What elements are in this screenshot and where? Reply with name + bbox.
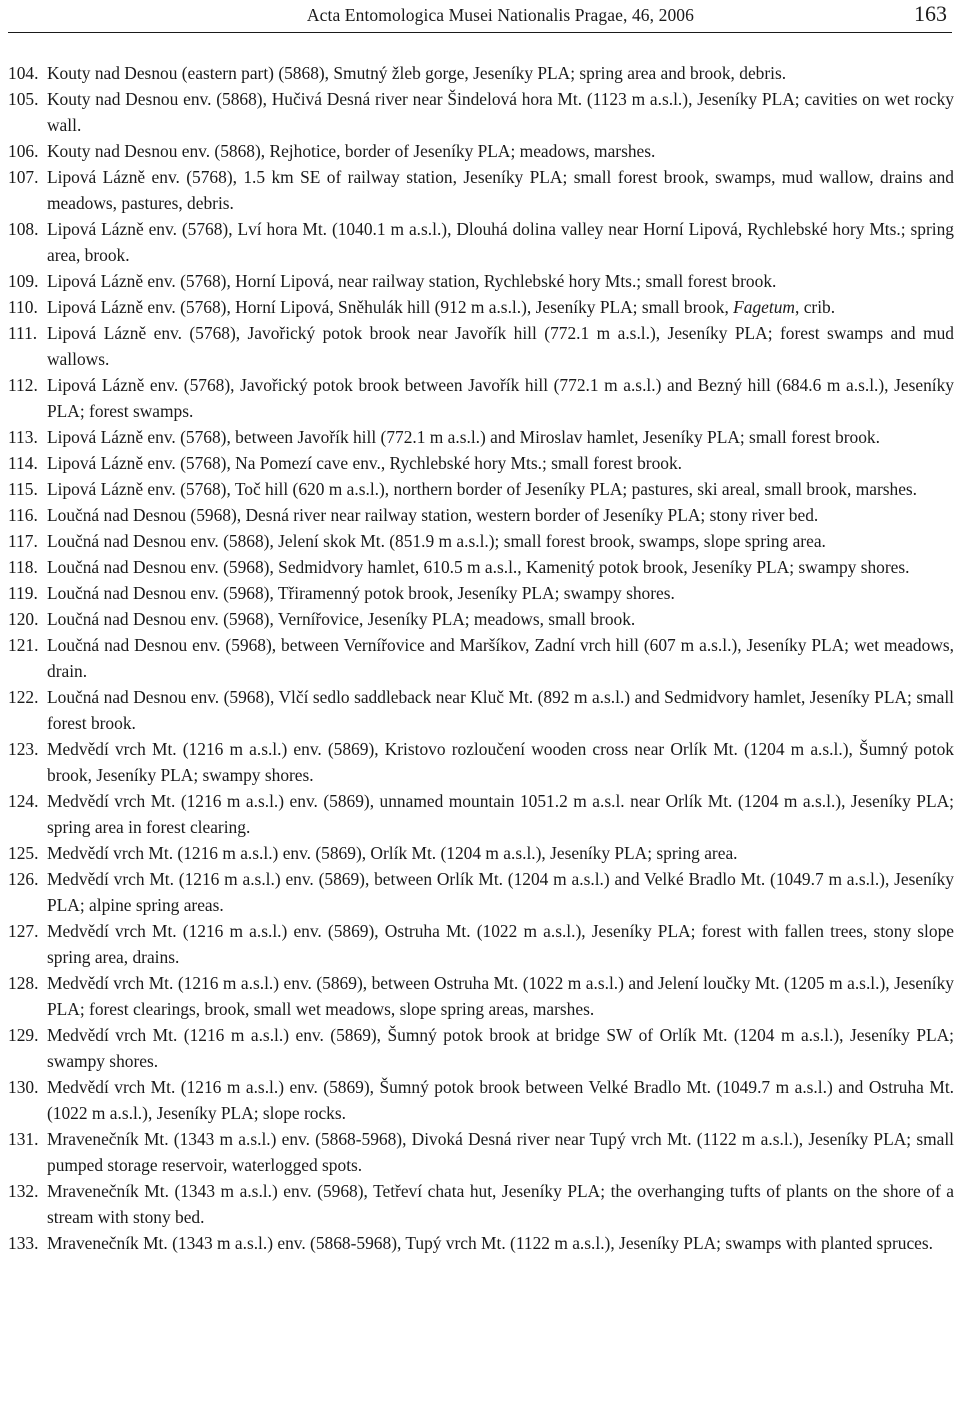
entry-text: Kouty nad Desnou (eastern part) (5868), Smutný žleb gorge, Jeseníky PLA; spring area and brook, debris. [47,63,787,83]
locality-entry [8,970,954,1022]
locality-entry [8,840,954,866]
entry-text-part: , crib. [795,297,836,317]
locality-entry [8,294,954,320]
entry-number: 124. [8,791,39,811]
locality-entry [8,1022,954,1074]
entry-number: 108. [8,219,39,239]
entry-text: Lipová Lázně env. (5768), Toč hill (620 m a.s.l.), northern border of Jeseníky PLA; pastures, ski areal, small brook, marshes. [47,479,918,499]
entry-text: Medvědí vrch Mt. (1216 m a.s.l.) env. (5869), Orlík Mt. (1204 m a.s.l.), Jeseníky PLA; spring area. [47,843,738,863]
locality-entry [8,320,954,372]
entry-number: 112. [8,375,38,395]
entry-text: Medvědí vrch Mt. (1216 m a.s.l.) env. (5869), between Orlík Mt. (1204 m a.s.l.) and Velké Bradlo Mt. (1049.7 m a.s.l.), Jeseníky PLA; alpine spring areas. [47,869,954,915]
entry-number: 109. [8,271,39,291]
entry-text: Loučná nad Desnou env. (5968), Sedmidvory hamlet, 610.5 m a.s.l., Kamenitý potok brook, Jeseníky PLA; swampy shores. [47,557,910,577]
entry-number: 121. [8,635,39,655]
entry-number: 129. [8,1025,39,1045]
locality-entry [8,268,954,294]
entry-text: Mravenečník Mt. (1343 m a.s.l.) env. (5868-5968), Tupý vrch Mt. (1122 m a.s.l.), Jeseníky PLA; swamps with planted spruces. [47,1233,934,1253]
entry-text: Lipová Lázně env. (5768), Na Pomezí cave env., Rychlebské hory Mts.; small forest brook. [47,453,683,473]
entry-text: Kouty nad Desnou env. (5868), Hučivá Desná river near Šindelová hora Mt. (1123 m a.s.l.), Jeseníky PLA; cavities on wet rocky wall. [47,89,954,135]
entry-text: Loučná nad Desnou (5968), Desná river near railway station, western border of Jeseníky PLA; stony river bed. [47,505,819,525]
entry-text: Medvědí vrch Mt. (1216 m a.s.l.) env. (5869), Šumný potok brook between Velké Bradlo Mt. (1049.7 m a.s.l.) and Ostruha Mt. (1022 m a.s.l.), Jeseníky PLA; slope rocks. [47,1077,954,1123]
locality-entry [8,580,954,606]
entry-number: 128. [8,973,39,993]
locality-entry [8,216,954,268]
entry-number: 113. [8,427,38,447]
entry-number: 132. [8,1181,39,1201]
locality-entry [8,684,954,736]
locality-entry [8,164,954,216]
entry-number: 114. [8,453,38,473]
locality-entry [8,866,954,918]
entry-text: Kouty nad Desnou env. (5868), Rejhotice, border of Jeseníky PLA; meadows, marshes. [47,141,656,161]
entry-number: 117. [8,531,38,551]
entry-number: 107. [8,167,39,187]
entry-text: Lipová Lázně env. (5768), between Javořík hill (772.1 m a.s.l.) and Miroslav hamlet, Jeseníky PLA; small forest brook. [47,427,880,447]
entry-number: 115. [8,479,38,499]
locality-entry [8,450,954,476]
entry-text [47,297,835,317]
entry-text: Medvědí vrch Mt. (1216 m a.s.l.) env. (5869), unnamed mountain 1051.2 m a.s.l. near Orlík Mt. (1204 m a.s.l.), Jeseníky PLA; spring area in forest clearing. [47,791,954,837]
locality-entry [8,528,954,554]
locality-entry [8,372,954,424]
entry-text: Mravenečník Mt. (1343 m a.s.l.) env. (5868-5968), Divoká Desná river near Tupý vrch Mt. (1122 m a.s.l.), Jeseníky PLA; small pumped storage reservoir, waterlogged spots. [47,1129,954,1175]
entry-number: 110. [8,297,38,317]
entry-number: 130. [8,1077,39,1097]
locality-entry [8,502,954,528]
entry-number: 118. [8,557,38,577]
entry-text: Lipová Lázně env. (5768), Horní Lipová, near railway station, Rychlebské hory Mts.; small forest brook. [47,271,777,291]
locality-entry [8,1074,954,1126]
entry-number: 133. [8,1233,39,1253]
entry-text: Medvědí vrch Mt. (1216 m a.s.l.) env. (5869), Ostruha Mt. (1022 m a.s.l.), Jeseníky PLA; forest with fallen trees, stony slope spring area, drains. [47,921,954,967]
entry-text: Medvědí vrch Mt. (1216 m a.s.l.) env. (5869), Šumný potok brook at bridge SW of Orlík Mt. (1204 m a.s.l.), Jeseníky PLA; swampy shores. [47,1025,954,1071]
locality-entry [8,1230,954,1256]
locality-entry [8,1178,954,1230]
entry-number: 131. [8,1129,39,1149]
entry-text: Medvědí vrch Mt. (1216 m a.s.l.) env. (5869), between Ostruha Mt. (1022 m a.s.l.) and Jelení loučky Mt. (1205 m a.s.l.), Jeseníky PLA; forest clearings, brook, small wet meadows, slope spring areas, marshes. [47,973,954,1019]
entry-text: Loučná nad Desnou env. (5968), Vernířovice, Jeseníky PLA; meadows, small brook. [47,609,636,629]
entry-number: 111. [8,323,38,343]
entry-number: 104. [8,63,39,83]
entry-text: Medvědí vrch Mt. (1216 m a.s.l.) env. (5869), Kristovo rozloučení wooden cross near Orlík Mt. (1204 m a.s.l.), Šumný potok brook, Jeseníky PLA; swampy shores. [47,739,954,785]
entry-text-italic: Fagetum [733,297,795,317]
locality-entry [8,60,954,86]
locality-entry [8,1126,954,1178]
entry-text: Loučná nad Desnou env. (5968), Vlčí sedlo saddleback near Kluč Mt. (892 m a.s.l.) and Sedmidvory hamlet, Jeseníky PLA; small forest brook. [47,687,954,733]
entry-text: Lipová Lázně env. (5768), Lví hora Mt. (1040.1 m a.s.l.), Dlouhá dolina valley near Horní Lipová, Rychlebské hory Mts.; spring area, brook. [47,219,954,265]
entry-text: Lipová Lázně env. (5768), Javořický potok brook between Javořík hill (772.1 m a.s.l.) and Bezný hill (684.6 m a.s.l.), Jeseníky PLA; forest swamps. [47,375,954,421]
locality-entry [8,632,954,684]
locality-entry [8,138,954,164]
entry-text: Loučná nad Desnou env. (5968), Třiramenný potok brook, Jeseníky PLA; swampy shores. [47,583,675,603]
entry-number: 106. [8,141,39,161]
entry-number: 105. [8,89,39,109]
page-number: 163 [914,1,947,26]
entry-number: 122. [8,687,39,707]
entry-number: 125. [8,843,39,863]
entry-text: Loučná nad Desnou env. (5868), Jelení skok Mt. (851.9 m a.s.l.); small forest brook, swamps, slope spring area. [47,531,826,551]
locality-entry [8,554,954,580]
locality-list [8,60,954,1256]
entry-number: 116. [8,505,38,525]
journal-citation: Acta Entomologica Musei Nationalis Pragae, 46, 2006 [306,5,694,25]
entry-text-part: Lipová Lázně env. (5768), Horní Lipová, Sněhulák hill (912 m a.s.l.), Jeseníky PLA; small brook, [47,297,734,317]
locality-entry [8,86,954,138]
entry-number: 126. [8,869,39,889]
entry-number: 119. [8,583,38,603]
entry-number: 120. [8,609,39,629]
entry-text: Mravenečník Mt. (1343 m a.s.l.) env. (5968), Tetřeví chata hut, Jeseníky PLA; the overhanging tufts of plants on the shore of a stream with stony bed. [47,1181,954,1227]
entry-number: 127. [8,921,39,941]
locality-entry [8,918,954,970]
locality-entry [8,736,954,788]
locality-entry [8,788,954,840]
entry-text: Loučná nad Desnou env. (5968), between Vernířovice and Maršíkov, Zadní vrch hill (607 m a.s.l.), Jeseníky PLA; wet meadows, drain. [47,635,954,681]
locality-entry [8,606,954,632]
locality-entry [8,424,954,450]
locality-entry [8,476,954,502]
entry-text: Lipová Lázně env. (5768), Javořický potok brook near Javořík hill (772.1 m a.s.l.), Jeseníky PLA; forest swamps and mud wallows. [47,323,954,369]
entry-number: 123. [8,739,39,759]
entry-text: Lipová Lázně env. (5768), 1.5 km SE of railway station, Jeseníky PLA; small forest brook, swamps, mud wallow, drains and meadows, pastures, debris. [47,167,954,213]
running-header [8,0,952,33]
